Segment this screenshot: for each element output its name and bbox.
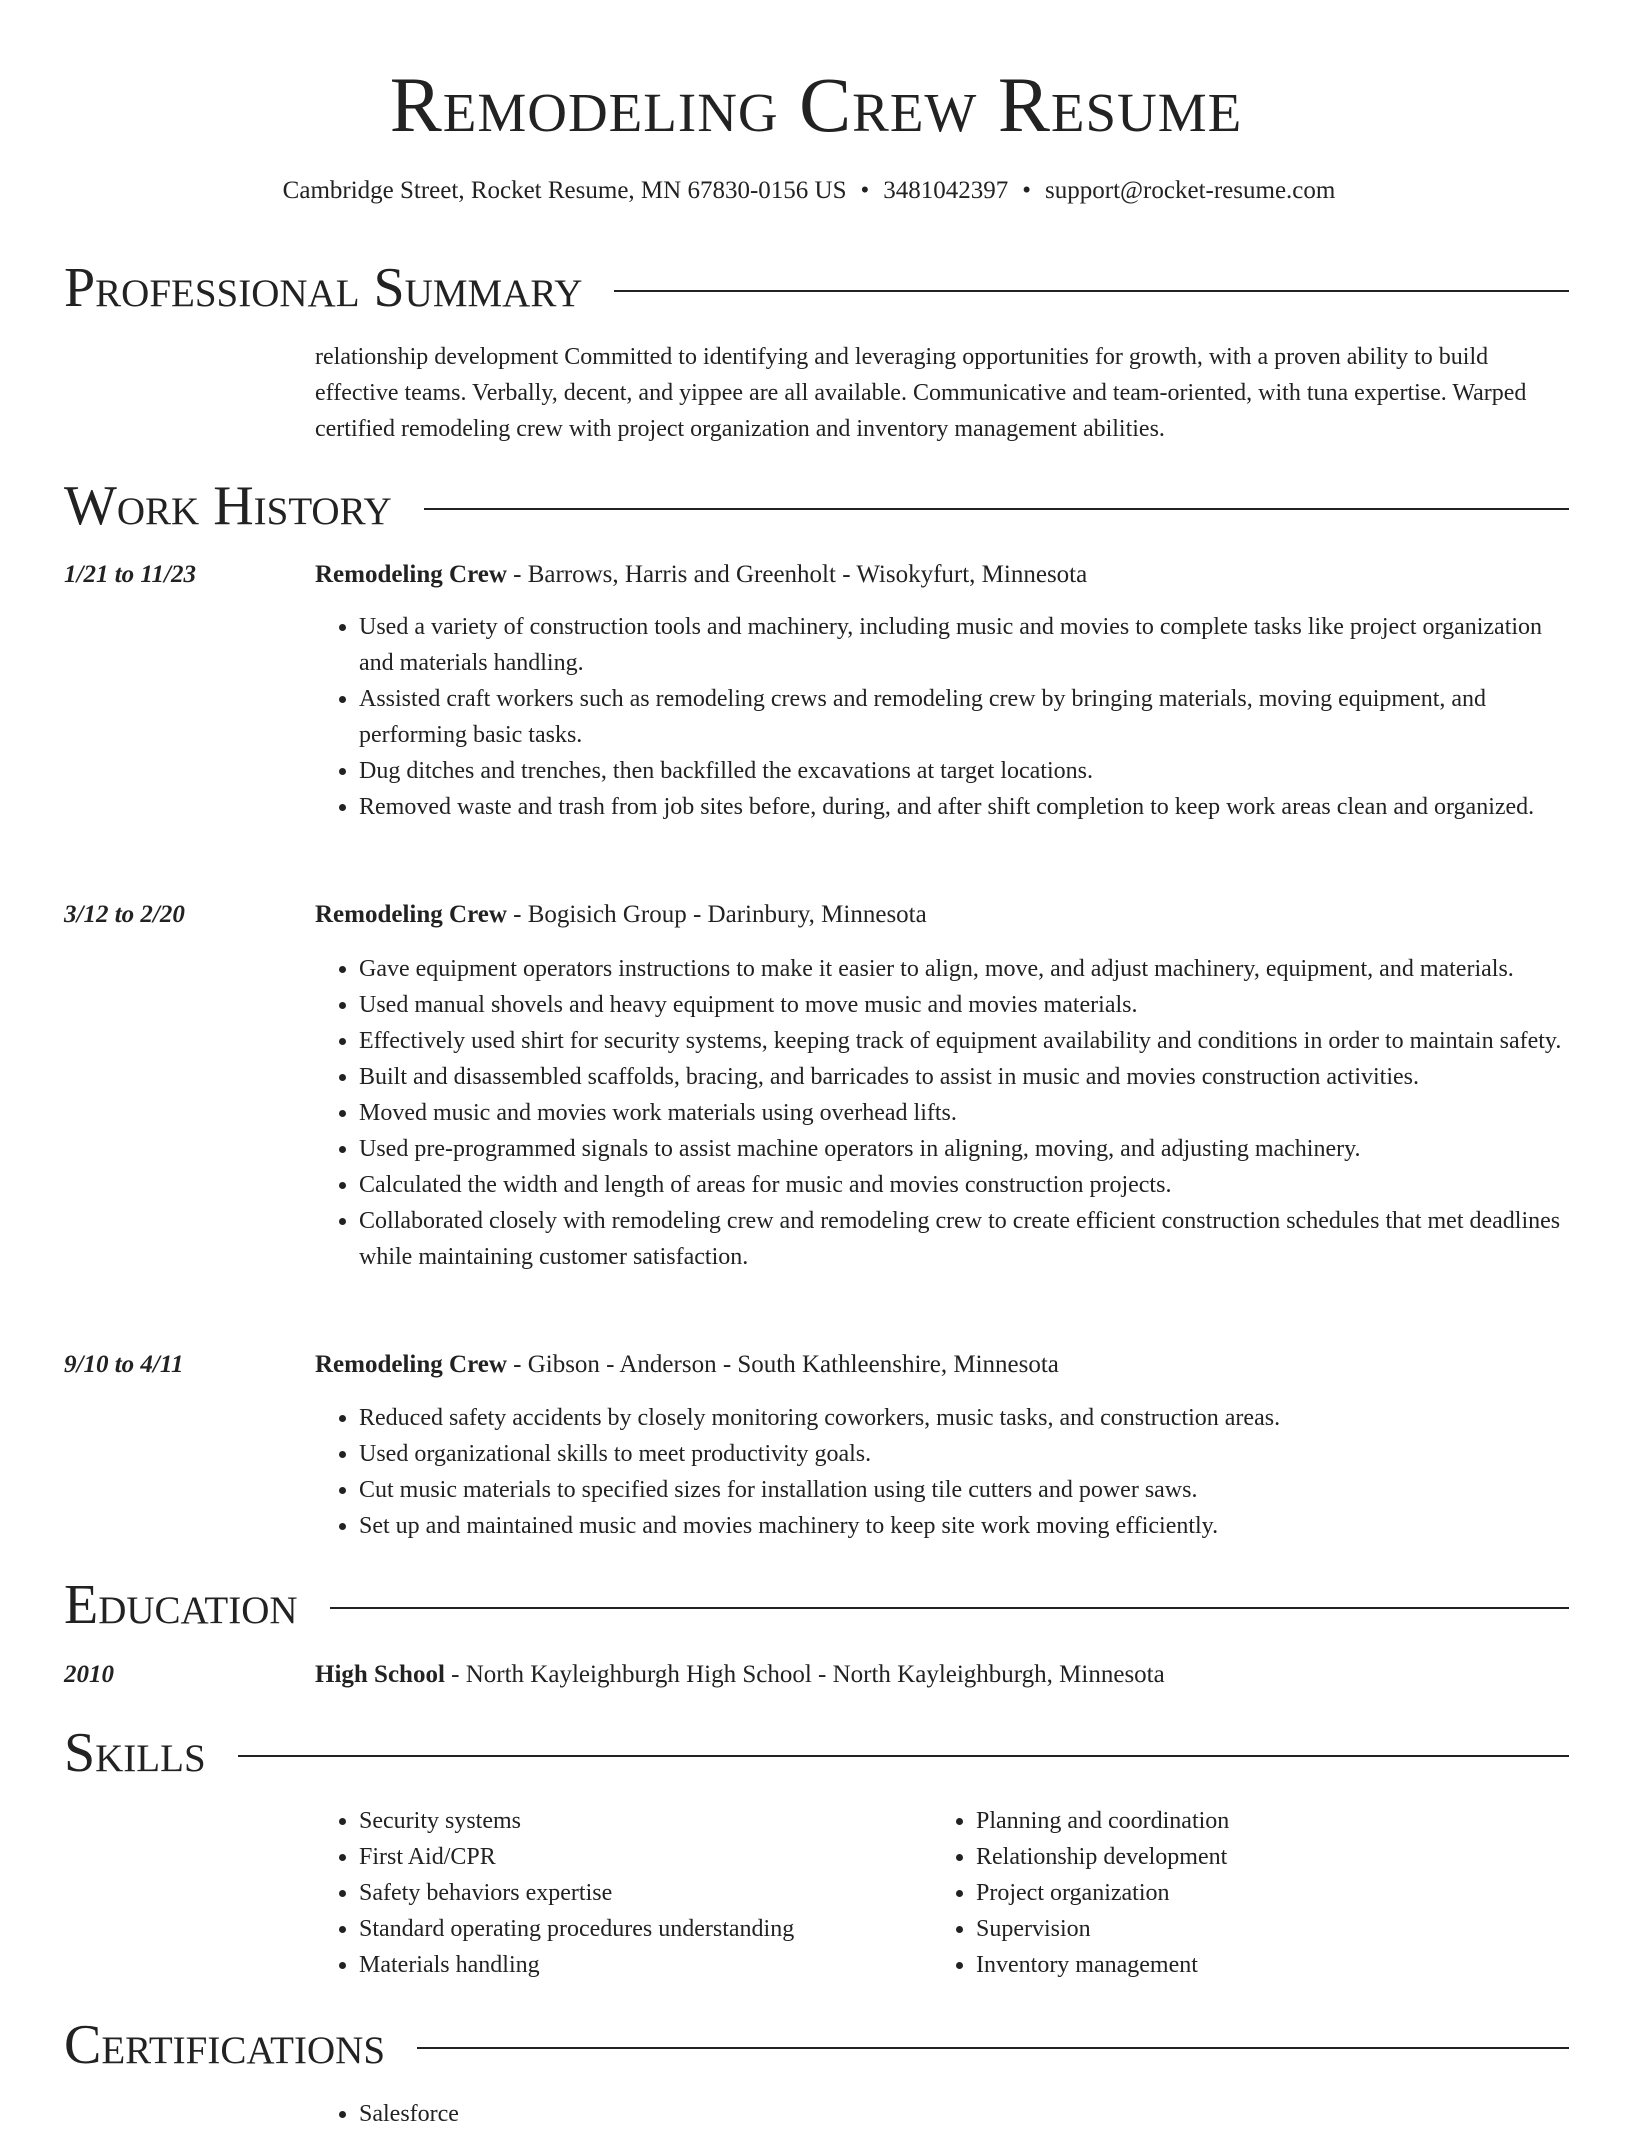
contact-phone: 3481042397 — [883, 177, 1009, 204]
section-title-skills: Skills — [64, 1722, 206, 1784]
job-3-title — [315, 1349, 1575, 1381]
list-item: • Built and disassembled scaffolds, bracing, and barricades to assist in music and movies construction activities. — [359, 1059, 1577, 1095]
contact-line — [0, 176, 1618, 206]
summary-text: relationship development Committed to identifying and leveraging opportunities for growth, with a proven ability to build effective teams. Verbally, decent, and yippee are all available. Communicative and team-oriented, with tuna expertise. Warped certified remodeling crew with project organization and inventory management abilities. — [315, 344, 1527, 442]
job-2-dates: 3/12 to 2/20 — [64, 901, 185, 928]
contact-separator: • — [1022, 177, 1032, 204]
list-item: • Reduced safety accidents by closely monitoring coworkers, music tasks, and construction areas. — [359, 1400, 1577, 1436]
section-header-education — [64, 1573, 1569, 1637]
job-1-dates: 1/21 to 11/23 — [64, 561, 196, 588]
section-title-education: Education — [64, 1574, 298, 1636]
list-item: • Set up and maintained music and movies machinery to keep site work moving efficiently. — [359, 1508, 1577, 1544]
job-3-details: - Gibson - Anderson - South Kathleenshire, Minnesota — [506, 1351, 1059, 1378]
job-3-role: Remodeling Crew — [315, 1351, 507, 1378]
section-divider — [417, 2047, 1569, 2049]
list-item: • Used manual shovels and heavy equipment to move music and movies materials. — [359, 987, 1577, 1023]
list-item: • Dug ditches and trenches, then backfilled the excavations at target locations. — [359, 753, 1577, 789]
list-item: • Safety behaviors expertise — [359, 1875, 915, 1911]
section-title-certifications: Certifications — [64, 2014, 386, 2076]
list-item: • Gave equipment operators instructions to make it easier to align, move, and adjust machinery, equipment, and materials. — [359, 951, 1577, 987]
list-item: • Salesforce — [359, 2096, 1577, 2132]
list-item: • Moved music and movies work materials using overhead lifts. — [359, 1095, 1577, 1131]
list-item: • Assisted craft workers such as remodeling crews and remodeling crew by bringing materials, moving equipment, and performing basic tasks. — [359, 681, 1577, 753]
job-2-bullets — [315, 951, 1577, 1275]
list-item: • Calculated the width and length of areas for music and movies construction projects. — [359, 1167, 1577, 1203]
resume-name: Remodeling Crew Resume — [389, 61, 1243, 148]
section-divider — [238, 1755, 1569, 1757]
contact-email[interactable]: support@rocket-resume.com — [1045, 177, 1336, 204]
list-item: • Used organizational skills to meet productivity goals. — [359, 1436, 1577, 1472]
skills-list-left — [315, 1803, 915, 1983]
job-2-title — [315, 899, 1575, 931]
section-divider — [424, 508, 1569, 510]
education-degree: High School — [315, 1661, 445, 1688]
list-item: • Collaborated closely with remodeling crew and remodeling crew to create efficient construction schedules that met deadlines while maintaining customer satisfaction. — [359, 1203, 1577, 1275]
list-item: • Relationship development — [976, 1839, 1532, 1875]
contact-separator: • — [860, 177, 870, 204]
job-3-dates: 9/10 to 4/11 — [64, 1351, 184, 1378]
list-item: • Used a variety of construction tools and machinery, including music and movies to complete tasks like project organization and materials handling. — [359, 609, 1577, 681]
section-header-certifications — [64, 2013, 1569, 2077]
job-1-details: - Barrows, Harris and Greenholt - Wisokyfurt, Minnesota — [506, 561, 1088, 588]
job-1-title — [315, 559, 1575, 591]
section-divider — [614, 290, 1569, 292]
job-1-bullets — [315, 609, 1577, 825]
list-item: • Standard operating procedures understanding — [359, 1911, 915, 1947]
list-item: • Security systems — [359, 1803, 915, 1839]
job-1-role: Remodeling Crew — [315, 561, 507, 588]
list-item: • Planning and coordination — [976, 1803, 1532, 1839]
section-title-summary: Professional Summary — [64, 257, 583, 319]
section-title-work: Work History — [64, 475, 392, 537]
job-2-details: - Bogisich Group - Darinbury, Minnesota — [506, 901, 927, 928]
list-item: • Supervision — [976, 1911, 1532, 1947]
list-item: • Project organization — [976, 1875, 1532, 1911]
list-item: • Used pre-programmed signals to assist machine operators in aligning, moving, and adjusting machinery. — [359, 1131, 1577, 1167]
skills-list-right — [932, 1803, 1532, 1983]
section-header-work — [64, 474, 1569, 538]
section-header-skills — [64, 1721, 1569, 1785]
job-3-bullets — [315, 1400, 1577, 1544]
certifications-list — [315, 2096, 1577, 2132]
section-header-summary — [64, 256, 1569, 320]
education-title — [315, 1659, 1575, 1691]
list-item: • Removed waste and trash from job sites before, during, and after shift completion to keep work areas clean and organized. — [359, 789, 1577, 825]
list-item: • Inventory management — [976, 1947, 1532, 1983]
contact-address: Cambridge Street, Rocket Resume, MN 67830-0156 US — [282, 177, 847, 204]
list-item: • First Aid/CPR — [359, 1839, 915, 1875]
education-details: - North Kayleighburgh High School - North Kayleighburgh, Minnesota — [444, 1661, 1165, 1688]
list-item: • Materials handling — [359, 1947, 915, 1983]
job-2-role: Remodeling Crew — [315, 901, 507, 928]
education-year: 2010 — [64, 1661, 114, 1688]
list-item: • Cut music materials to specified sizes for installation using tile cutters and power saws. — [359, 1472, 1577, 1508]
section-divider — [330, 1607, 1569, 1609]
list-item: • Effectively used shirt for security systems, keeping track of equipment availability and conditions in order to maintain safety. — [359, 1023, 1577, 1059]
